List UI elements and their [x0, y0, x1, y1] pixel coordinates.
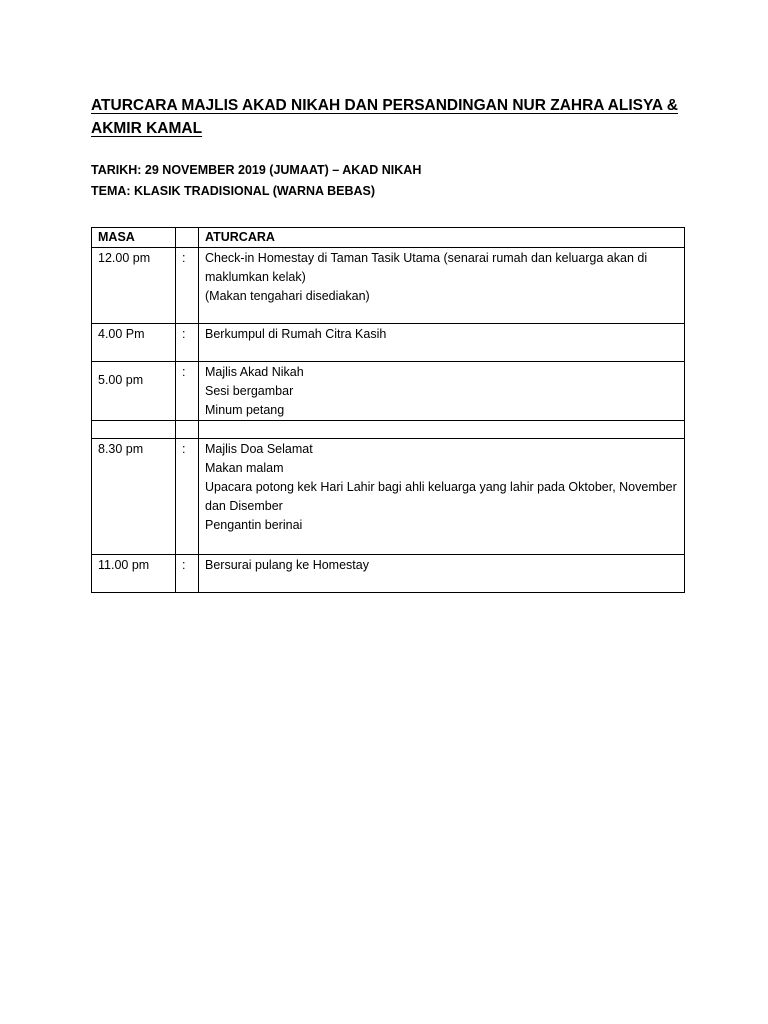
schedule-header-row	[92, 228, 685, 248]
row-separator	[176, 421, 199, 439]
row-time: 8.30 pm	[92, 439, 176, 555]
agenda-item: Upacara potong kek Hari Lahir bagi ahli keluarga yang lahir pada Oktober, November dan Disember	[205, 480, 677, 513]
row-agenda	[199, 248, 685, 324]
row-time	[92, 421, 176, 439]
agenda-item: Majlis Doa Selamat	[205, 442, 313, 456]
row-agenda	[199, 362, 685, 421]
document-title: ATURCARA MAJLIS AKAD NIKAH DAN PERSANDINGAN NUR ZAHRA ALISYA & AKMIR KAMAL	[91, 97, 678, 137]
row-separator: :	[176, 362, 199, 421]
agenda-item: Sesi bergambar	[205, 384, 294, 398]
header-separator	[176, 228, 199, 248]
agenda-item: (Makan tengahari disediakan)	[205, 289, 370, 303]
agenda-item: Bersurai pulang ke Homestay	[205, 558, 369, 572]
table-row	[92, 439, 685, 555]
event-meta	[91, 160, 421, 202]
row-separator: :	[176, 555, 199, 593]
header-agenda: ATURCARA	[199, 228, 685, 248]
row-time: 12.00 pm	[92, 248, 176, 324]
row-agenda	[199, 555, 685, 593]
agenda-item: Makan malam	[205, 461, 284, 475]
row-agenda	[199, 439, 685, 555]
row-agenda	[199, 324, 685, 362]
table-row	[92, 248, 685, 324]
schedule-table	[91, 227, 685, 593]
row-time: 11.00 pm	[92, 555, 176, 593]
row-time: 5.00 pm	[92, 362, 176, 421]
table-row	[92, 362, 685, 421]
event-theme: TEMA: KLASIK TRADISIONAL (WARNA BEBAS)	[91, 184, 376, 198]
event-date: TARIKH: 29 NOVEMBER 2019 (JUMAAT) – AKAD NIKAH	[91, 163, 422, 177]
agenda-item: Check-in Homestay di Taman Tasik Utama (senarai rumah dan keluarga akan di maklumkan kelak)	[205, 251, 648, 284]
agenda-item: Berkumpul di Rumah Citra Kasih	[205, 327, 387, 341]
row-separator: :	[176, 439, 199, 555]
row-separator: :	[176, 324, 199, 362]
table-row	[92, 324, 685, 362]
table-row	[92, 421, 685, 439]
agenda-item: Pengantin berinai	[205, 518, 303, 532]
agenda-item: Minum petang	[205, 403, 285, 417]
row-separator: :	[176, 248, 199, 324]
row-agenda	[199, 421, 685, 439]
row-time: 4.00 Pm	[92, 324, 176, 362]
table-row	[92, 555, 685, 593]
agenda-item: Majlis Akad Nikah	[205, 365, 304, 379]
header-time: MASA	[92, 228, 176, 248]
